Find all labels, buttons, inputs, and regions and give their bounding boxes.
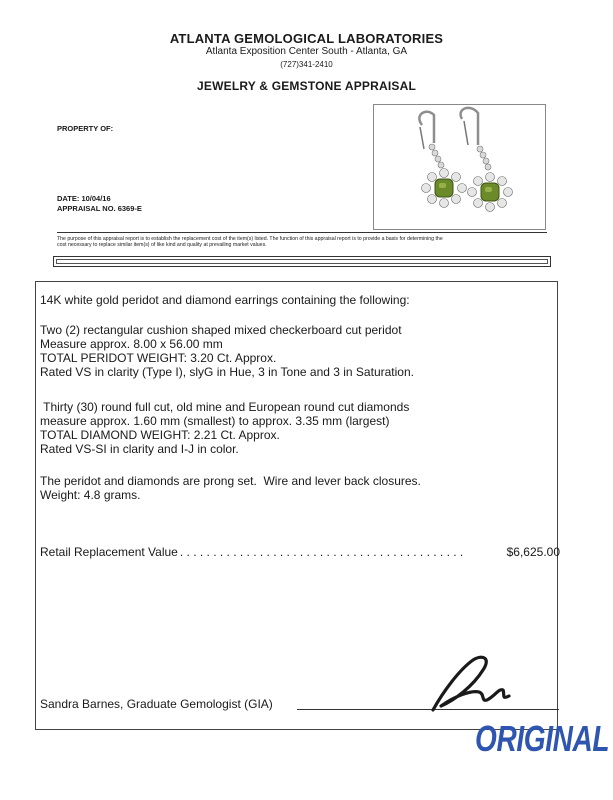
purpose-line-2: cost necessary to replace similar item(s) of like kind and quality at prevailing market values. xyxy=(57,242,267,249)
retail-replacement-value-row xyxy=(40,545,560,559)
lab-address: Atlanta Exposition Center South - Atlanta, GA xyxy=(205,46,408,57)
appraiser-name: Sandra Barnes, Graduate Gemologist (GIA) xyxy=(40,697,273,711)
valuation-leader-dots: . . . . . . . . . . . . . . . . . . . . . . . . . . . . . . . . . . . . . . . . . . . xyxy=(179,545,464,559)
earrings-photo xyxy=(373,104,546,230)
document-title: JEWELRY & GEMSTONE APPRAISAL xyxy=(197,79,416,93)
appraisal-no-label: APPRAISAL NO. xyxy=(57,204,116,213)
peridot-line: TOTAL PERIDOT WEIGHT: 3.20 Ct. Approx. xyxy=(40,351,277,365)
valuation-label: Retail Replacement Value xyxy=(40,545,178,559)
diamond-line: measure approx. 1.60 mm (smallest) to approx. 3.35 mm (largest) xyxy=(40,414,390,428)
purpose-line-1: The purpose of this appraisal report is to establish the replacement cost of the item(s) listed. The function of this appraisal report is to provide a basis for determining the xyxy=(57,236,443,242)
date-value: 10/04/16 xyxy=(81,194,111,203)
original-stamp: ORIGINAL xyxy=(475,718,610,759)
setting-line: Weight: 4.8 grams. xyxy=(40,488,141,502)
setting-line: The peridot and diamonds are prong set. Wire and lever back closures. xyxy=(40,474,421,488)
appraisal-no-value: 6369-E xyxy=(117,204,142,213)
peridot-line: Rated VS in clarity (Type I), slyG in Hue, 3 in Tone and 3 in Saturation. xyxy=(40,365,414,379)
item-intro: 14K white gold peridot and diamond earrings containing the following: xyxy=(40,293,410,307)
diamond-line: TOTAL DIAMOND WEIGHT: 2.21 Ct. Approx. xyxy=(40,428,280,442)
setting-block xyxy=(40,474,421,502)
date-label: DATE: xyxy=(57,194,80,203)
handwritten-signature xyxy=(425,652,525,716)
appraisal-no-row xyxy=(57,204,142,213)
purpose-divider xyxy=(57,232,547,233)
peridot-line: Measure approx. 8.00 x 56.00 mm xyxy=(40,337,223,351)
lab-name: ATLANTA GEMOLOGICAL LABORATORIES xyxy=(169,31,444,46)
diamond-line: Rated VS-SI in clarity and I-J in color. xyxy=(40,442,239,456)
diamond-line: Thirty (30) round full cut, old mine and European round cut diamonds xyxy=(40,400,410,414)
decorative-bar xyxy=(53,256,551,267)
valuation-amount: $6,625.00 xyxy=(506,545,560,559)
lab-phone: (727)341-2410 xyxy=(280,60,333,69)
purpose-statement xyxy=(57,236,547,248)
peridot-block xyxy=(40,323,414,379)
diamond-block xyxy=(40,400,409,456)
date-row xyxy=(57,194,111,203)
peridot-line: Two (2) rectangular cushion shaped mixed checkerboard cut peridot xyxy=(40,323,402,337)
earrings-illustration xyxy=(374,105,545,229)
property-of-label: PROPERTY OF: xyxy=(57,124,114,133)
